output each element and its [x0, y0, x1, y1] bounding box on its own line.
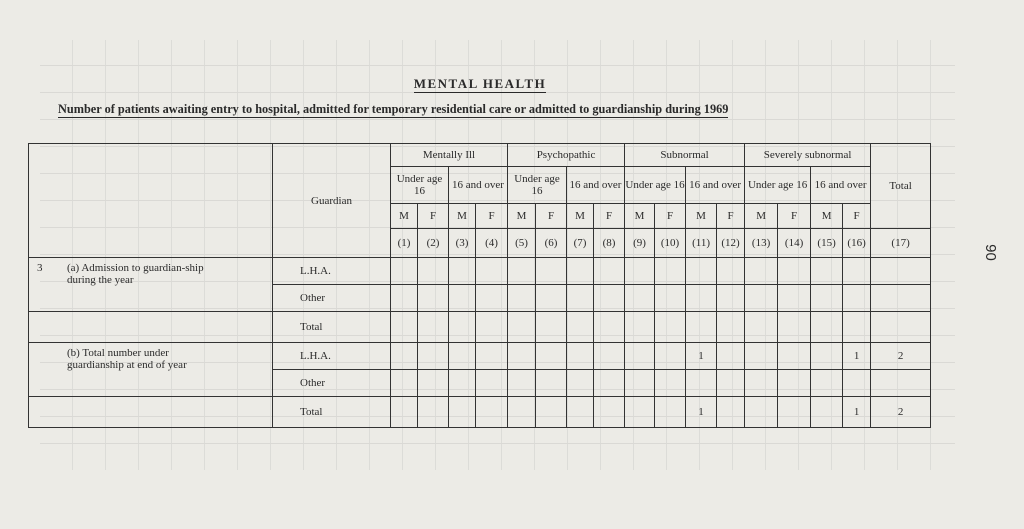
value-cell	[625, 343, 655, 370]
value-cell	[871, 285, 931, 312]
value-cell	[476, 397, 508, 428]
value-cell	[843, 370, 871, 397]
guardianship-table	[28, 143, 931, 428]
value-cell	[536, 285, 567, 312]
value-cell	[567, 285, 594, 312]
col-num: (13)	[745, 229, 778, 258]
header-age-over: 16 and over	[686, 167, 745, 204]
value-cell	[745, 258, 778, 285]
value-cell	[508, 312, 536, 343]
value-cell	[594, 343, 625, 370]
header-f: F	[476, 204, 508, 229]
value-cell	[508, 370, 536, 397]
header-m: M	[508, 204, 536, 229]
header-blank	[29, 144, 273, 258]
value-cell	[778, 397, 811, 428]
col-num: (5)	[508, 229, 536, 258]
value-cell	[843, 258, 871, 285]
header-age-over: 16 and over	[811, 167, 871, 204]
value-cell	[391, 343, 418, 370]
value-cell	[745, 397, 778, 428]
value-cell	[567, 258, 594, 285]
col-num: (10)	[655, 229, 686, 258]
value-cell	[418, 397, 449, 428]
guardian-cell: Total	[273, 312, 391, 343]
col-num: (3)	[449, 229, 476, 258]
value-cell	[745, 343, 778, 370]
value-cell	[476, 285, 508, 312]
table-row	[29, 258, 931, 285]
col-num: (9)	[625, 229, 655, 258]
value-cell	[594, 397, 625, 428]
value-cell	[476, 258, 508, 285]
value-cell	[811, 285, 843, 312]
value-cell	[508, 285, 536, 312]
value-cell	[686, 258, 717, 285]
value-cell	[567, 370, 594, 397]
header-row-groups	[29, 144, 931, 167]
value-cell	[745, 285, 778, 312]
value-cell	[717, 343, 745, 370]
value-cell	[391, 397, 418, 428]
value-cell	[391, 312, 418, 343]
table-row	[29, 397, 931, 428]
value-cell	[391, 285, 418, 312]
header-m: M	[567, 204, 594, 229]
guardian-cell: Other	[273, 370, 391, 397]
value-cell	[536, 397, 567, 428]
col-num: (15)	[811, 229, 843, 258]
header-guardian: Guardian	[273, 144, 391, 258]
guardian-cell: L.H.A.	[273, 343, 391, 370]
value-cell	[567, 312, 594, 343]
table-body	[29, 258, 931, 428]
page-title: MENTAL HEALTH	[413, 76, 547, 91]
header-m: M	[391, 204, 418, 229]
value-cell	[717, 312, 745, 343]
value-cell	[655, 258, 686, 285]
value-cell	[811, 370, 843, 397]
value-cell	[778, 312, 811, 343]
value-cell	[745, 312, 778, 343]
value-cell	[871, 258, 931, 285]
header-f: F	[778, 204, 811, 229]
value-cell	[655, 312, 686, 343]
header-group-psychopathic: Psychopathic	[508, 144, 625, 167]
value-cell	[476, 343, 508, 370]
table-row	[29, 312, 931, 343]
guardian-cell: Other	[273, 285, 391, 312]
value-cell	[778, 343, 811, 370]
value-cell	[655, 343, 686, 370]
page-number: 90	[981, 244, 999, 261]
header-f: F	[717, 204, 745, 229]
value-cell	[778, 285, 811, 312]
value-cell	[567, 397, 594, 428]
value-cell	[449, 397, 476, 428]
col-num: (12)	[717, 229, 745, 258]
value-cell	[686, 285, 717, 312]
value-cell: 1	[843, 343, 871, 370]
value-cell	[536, 343, 567, 370]
value-cell	[418, 312, 449, 343]
value-cell	[508, 343, 536, 370]
value-cell	[625, 285, 655, 312]
col-num: (17)	[871, 229, 931, 258]
value-cell: 2	[871, 343, 931, 370]
value-cell	[778, 370, 811, 397]
value-cell	[508, 258, 536, 285]
value-cell	[655, 370, 686, 397]
value-cell: 1	[843, 397, 871, 428]
col-num: (11)	[686, 229, 717, 258]
col-num: (4)	[476, 229, 508, 258]
header-f: F	[594, 204, 625, 229]
value-cell	[476, 312, 508, 343]
col-num: (1)	[391, 229, 418, 258]
header-f: F	[843, 204, 871, 229]
value-cell	[686, 370, 717, 397]
value-cell	[717, 258, 745, 285]
value-cell	[871, 370, 931, 397]
row-label	[29, 397, 273, 428]
col-num: (6)	[536, 229, 567, 258]
value-cell	[655, 285, 686, 312]
value-cell: 1	[686, 397, 717, 428]
value-cell	[625, 312, 655, 343]
value-cell	[655, 397, 686, 428]
value-cell	[449, 258, 476, 285]
value-cell	[536, 312, 567, 343]
value-cell	[686, 312, 717, 343]
value-cell	[843, 285, 871, 312]
value-cell	[418, 343, 449, 370]
row-label-text: (b) Total number under guardianship at end of year	[67, 347, 187, 371]
header-age-under: Under age 16	[625, 167, 686, 204]
value-cell	[508, 397, 536, 428]
value-cell	[778, 258, 811, 285]
value-cell	[449, 370, 476, 397]
header-m: M	[625, 204, 655, 229]
header-age-over: 16 and over	[449, 167, 508, 204]
value-cell	[625, 370, 655, 397]
header-m: M	[449, 204, 476, 229]
col-num: (8)	[594, 229, 625, 258]
value-cell	[717, 397, 745, 428]
value-cell: 2	[871, 397, 931, 428]
col-num: (14)	[778, 229, 811, 258]
value-cell	[449, 285, 476, 312]
value-cell	[625, 397, 655, 428]
value-cell	[418, 370, 449, 397]
value-cell	[567, 343, 594, 370]
row-label-text: (a) Admission to guardian-ship during the year	[67, 262, 204, 286]
value-cell	[449, 312, 476, 343]
value-cell	[811, 312, 843, 343]
value-cell	[717, 370, 745, 397]
col-num: (7)	[567, 229, 594, 258]
value-cell: 1	[686, 343, 717, 370]
col-num: (2)	[418, 229, 449, 258]
header-age-under: Under age 16	[391, 167, 449, 204]
table-row	[29, 343, 931, 370]
row-label	[29, 343, 273, 397]
header-m: M	[745, 204, 778, 229]
col-num: (16)	[843, 229, 871, 258]
header-total: Total	[871, 144, 931, 229]
value-cell	[418, 258, 449, 285]
guardian-cell: L.H.A.	[273, 258, 391, 285]
value-cell	[843, 312, 871, 343]
header-f: F	[536, 204, 567, 229]
guardian-cell: Total	[273, 397, 391, 428]
value-cell	[594, 285, 625, 312]
value-cell	[811, 343, 843, 370]
header-group-mentally-ill: Mentally Ill	[391, 144, 508, 167]
header-group-severely-subnormal: Severely subnormal	[745, 144, 871, 167]
header-f: F	[655, 204, 686, 229]
header-age-under: Under age 16	[745, 167, 811, 204]
value-cell	[717, 285, 745, 312]
value-cell	[594, 258, 625, 285]
header-m: M	[686, 204, 717, 229]
value-cell	[871, 312, 931, 343]
value-cell	[811, 397, 843, 428]
value-cell	[476, 370, 508, 397]
value-cell	[811, 258, 843, 285]
header-m: M	[811, 204, 843, 229]
value-cell	[625, 258, 655, 285]
header-group-subnormal: Subnormal	[625, 144, 745, 167]
header-age-under: Under age 16	[508, 167, 567, 204]
value-cell	[449, 343, 476, 370]
header-age-over: 16 and over	[567, 167, 625, 204]
value-cell	[536, 370, 567, 397]
page-subtitle: Number of patients awaiting entry to hospital, admitted for temporary residential care or admitted to guardianship during 1969	[58, 102, 729, 116]
value-cell	[594, 370, 625, 397]
value-cell	[391, 258, 418, 285]
value-cell	[391, 370, 418, 397]
value-cell	[536, 258, 567, 285]
row-label	[29, 258, 273, 312]
row-number: 3	[37, 262, 43, 274]
value-cell	[594, 312, 625, 343]
row-label	[29, 312, 273, 343]
value-cell	[418, 285, 449, 312]
value-cell	[745, 370, 778, 397]
header-f: F	[418, 204, 449, 229]
